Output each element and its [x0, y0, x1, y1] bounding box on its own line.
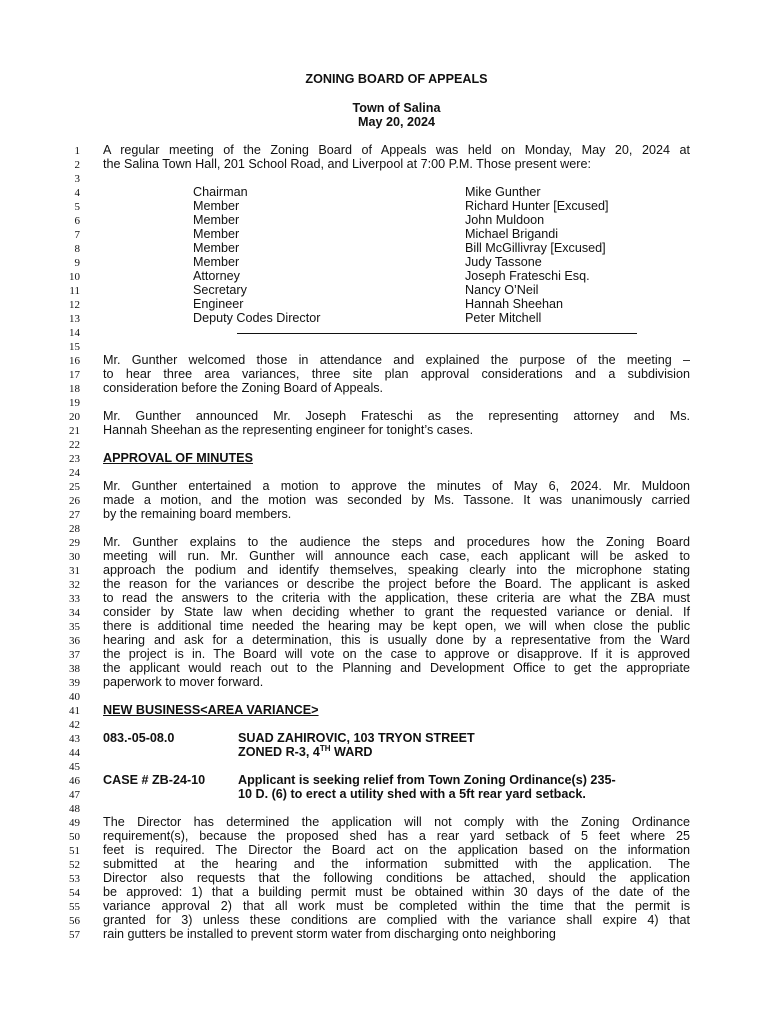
intro-line: the Salina Town Hall, 201 School Road, and Liverpool at 7:00 P.M. Those present were:: [103, 157, 591, 171]
approval-of-minutes-heading: APPROVAL OF MINUTES: [103, 451, 253, 465]
director-paragraph-line: requirement(s), because the proposed shed has a rear yard setback of 5 feet where 25: [103, 829, 690, 843]
attendee-role: Attorney: [193, 269, 240, 283]
attendee-role: Member: [193, 227, 240, 241]
director-paragraph-line: The Director has determined the application will not comply with the Zoning Ordinance: [103, 815, 690, 829]
case-description-line: 10 D. (6) to erect a utility shed with a 5ft rear yard setback.: [238, 787, 586, 801]
procedure-paragraph-line: the reason for the variances or describe the project before the Board. The applicant is asked: [103, 577, 690, 591]
line-number: 12: [69, 299, 80, 311]
zoning-prefix: ZONED R-3, 4: [238, 745, 320, 759]
line-number: 21: [69, 425, 80, 437]
line-number: 22: [69, 439, 80, 451]
line-number: 44: [69, 747, 80, 759]
line-number: 48: [69, 803, 80, 815]
town-name: Town of Salina: [352, 101, 441, 115]
line-number: 18: [69, 383, 80, 395]
line-number: 38: [69, 663, 80, 675]
line-number: 8: [74, 243, 80, 255]
attendee-name: Hannah Sheehan: [465, 297, 564, 311]
line-number: 32: [69, 579, 80, 591]
director-paragraph-line: variance approval 2) that all work must be completed within the time that the permit is: [103, 899, 690, 913]
line-number: 54: [69, 887, 80, 899]
zoning-suffix: WARD: [330, 745, 373, 759]
attendee-role: Member: [193, 255, 240, 269]
line-number: 30: [69, 551, 80, 563]
attendee-name: Joseph Frateschi Esq.: [465, 269, 590, 283]
procedure-paragraph-line: consider by State law when deciding whether to grant the requested variance or denial. If: [103, 605, 690, 619]
attendee-name: Bill McGillivray [Excused]: [465, 241, 606, 255]
attendee-role: Member: [193, 241, 240, 255]
line-number: 26: [69, 495, 80, 507]
minutes-paragraph-line: by the remaining board members.: [103, 507, 292, 521]
announcement-paragraph-line: Mr. Gunther announced Mr. Joseph Frateschi as the representing attorney and Ms.: [103, 409, 690, 423]
line-number: 42: [69, 719, 80, 731]
director-paragraph-line: submitted at the hearing and the information submitted with the application. The: [103, 857, 690, 871]
line-number: 7: [74, 229, 80, 241]
line-number: 25: [69, 481, 80, 493]
parcel-number: 083.-05-08.0: [103, 731, 175, 745]
attendee-role: Member: [193, 213, 240, 227]
intro-line: A regular meeting of the Zoning Board of Appeals was held on Monday, May 20, 2024 at: [103, 143, 690, 157]
line-number: 1: [74, 145, 80, 157]
line-number: 23: [69, 453, 80, 465]
procedure-paragraph-line: Mr. Gunther explains to the audience the steps and procedures how the Zoning Board: [103, 535, 690, 549]
line-number: 46: [69, 775, 80, 787]
line-number: 15: [69, 341, 80, 353]
attendee-name: John Muldoon: [465, 213, 545, 227]
attendee-name: Judy Tassone: [465, 255, 542, 269]
line-number: 5: [74, 201, 80, 213]
line-number: 52: [69, 859, 80, 871]
line-number: 51: [69, 845, 80, 857]
line-number: 33: [69, 593, 80, 605]
director-paragraph-line: feet is required. The Director the Board act on the application based on the information: [103, 843, 690, 857]
attendee-role: Deputy Codes Director: [193, 311, 321, 325]
line-number: 53: [69, 873, 80, 885]
line-number: 43: [69, 733, 80, 745]
line-number: 50: [69, 831, 80, 843]
line-number: 9: [74, 257, 80, 269]
procedure-paragraph-line: paperwork to mover forward.: [103, 675, 264, 689]
line-number: 31: [69, 565, 80, 577]
director-paragraph-line: granted for 3) unless these conditions are complied with the variance shall expire 4) that: [103, 913, 690, 927]
line-number: 20: [69, 411, 80, 423]
attendee-role: Secretary: [193, 283, 247, 297]
line-number: 2: [74, 159, 80, 171]
attendee-name: Peter Mitchell: [465, 311, 542, 325]
procedure-paragraph-line: meeting will run. Mr. Gunther will announce each case, each applicant will be asked to: [103, 549, 690, 563]
line-number: 40: [69, 691, 80, 703]
line-number: 3: [74, 173, 80, 185]
minutes-paragraph-line: made a motion, and the motion was seconded by Ms. Tassone. It was unanimously carried: [103, 493, 690, 507]
line-number: 56: [69, 915, 80, 927]
procedure-paragraph-line: approach the podium and identify themselves, speaking clearly into the microphone stating: [103, 563, 690, 577]
director-paragraph-line: be approved: 1) that a building permit must be obtained within 30 days of the date of the: [103, 885, 690, 899]
line-number: 55: [69, 901, 80, 913]
attendance-divider: [237, 333, 637, 334]
meeting-date: May 20, 2024: [357, 115, 436, 129]
procedure-paragraph-line: to read the answers to the criteria with the application, these criteria are what the ZBA must: [103, 591, 690, 605]
procedure-paragraph-line: the applicant would reach out to the Planning and Development Office to get the appropriate: [103, 661, 690, 675]
line-number: 47: [69, 789, 80, 801]
line-number: 17: [69, 369, 80, 381]
line-number: 11: [69, 285, 80, 297]
line-number: 4: [74, 187, 80, 199]
line-number: 29: [69, 537, 80, 549]
line-number: 41: [69, 705, 80, 717]
attendee-name: Michael Brigandi: [465, 227, 559, 241]
line-number: 6: [74, 215, 80, 227]
ward-ordinal: TH: [319, 743, 331, 753]
line-number: 36: [69, 635, 80, 647]
line-number: 16: [69, 355, 80, 367]
procedure-paragraph-line: hearing and ask for a determination, this is usually done by a representative from the Ward: [103, 633, 690, 647]
line-number: 19: [69, 397, 80, 409]
welcome-paragraph-line: Mr. Gunther welcomed those in attendance and explained the purpose of the meeting –: [103, 353, 690, 367]
parcel-applicant: SUAD ZAHIROVIC, 103 TRYON STREET: [238, 731, 475, 745]
line-number: 45: [69, 761, 80, 773]
welcome-paragraph-line: consideration before the Zoning Board of Appeals.: [103, 381, 384, 395]
line-number: 28: [69, 523, 80, 535]
document-title: ZONING BOARD OF APPEALS: [305, 72, 488, 86]
attendee-role: Engineer: [193, 297, 244, 311]
attendee-name: Nancy O’Neil: [465, 283, 539, 297]
line-number: 57: [69, 929, 80, 941]
director-paragraph-line: Director also requests that the following conditions be attached, should the application: [103, 871, 690, 885]
line-number: 10: [69, 271, 80, 283]
line-number: 34: [69, 607, 80, 619]
case-number: CASE # ZB-24-10: [103, 773, 206, 787]
announcement-paragraph-line: Hannah Sheehan as the representing engineer for tonight’s cases.: [103, 423, 474, 437]
welcome-paragraph-line: to hear three area variances, three site plan approval considerations and a subdivision: [103, 367, 690, 381]
line-number: 13: [69, 313, 80, 325]
new-business-heading: NEW BUSINESS<AREA VARIANCE>: [103, 703, 319, 717]
line-number: 37: [69, 649, 80, 661]
attendee-role: Member: [193, 199, 240, 213]
parcel-zoning: [238, 745, 690, 759]
attendee-name: Mike Gunther: [465, 185, 541, 199]
line-number: 24: [69, 467, 80, 479]
procedure-paragraph-line: there is additional time needed the hearing may be kept open, we will when close the public: [103, 619, 690, 633]
line-number: 27: [69, 509, 80, 521]
minutes-paragraph-line: Mr. Gunther entertained a motion to approve the minutes of May 6, 2024. Mr. Muldoon: [103, 479, 690, 493]
attendee-name: Richard Hunter [Excused]: [465, 199, 609, 213]
line-number: 39: [69, 677, 80, 689]
attendee-role: Chairman: [193, 185, 248, 199]
case-description-line: Applicant is seeking relief from Town Zoning Ordinance(s) 235-: [238, 773, 616, 787]
line-number: 49: [69, 817, 80, 829]
procedure-paragraph-line: the project is in. The Board will vote on the case to approve or disapprove. If it is approved: [103, 647, 690, 661]
director-paragraph-line: rain gutters be installed to prevent storm water from discharging onto neighboring: [103, 927, 556, 941]
line-number: 35: [69, 621, 80, 633]
line-number: 14: [69, 327, 80, 339]
